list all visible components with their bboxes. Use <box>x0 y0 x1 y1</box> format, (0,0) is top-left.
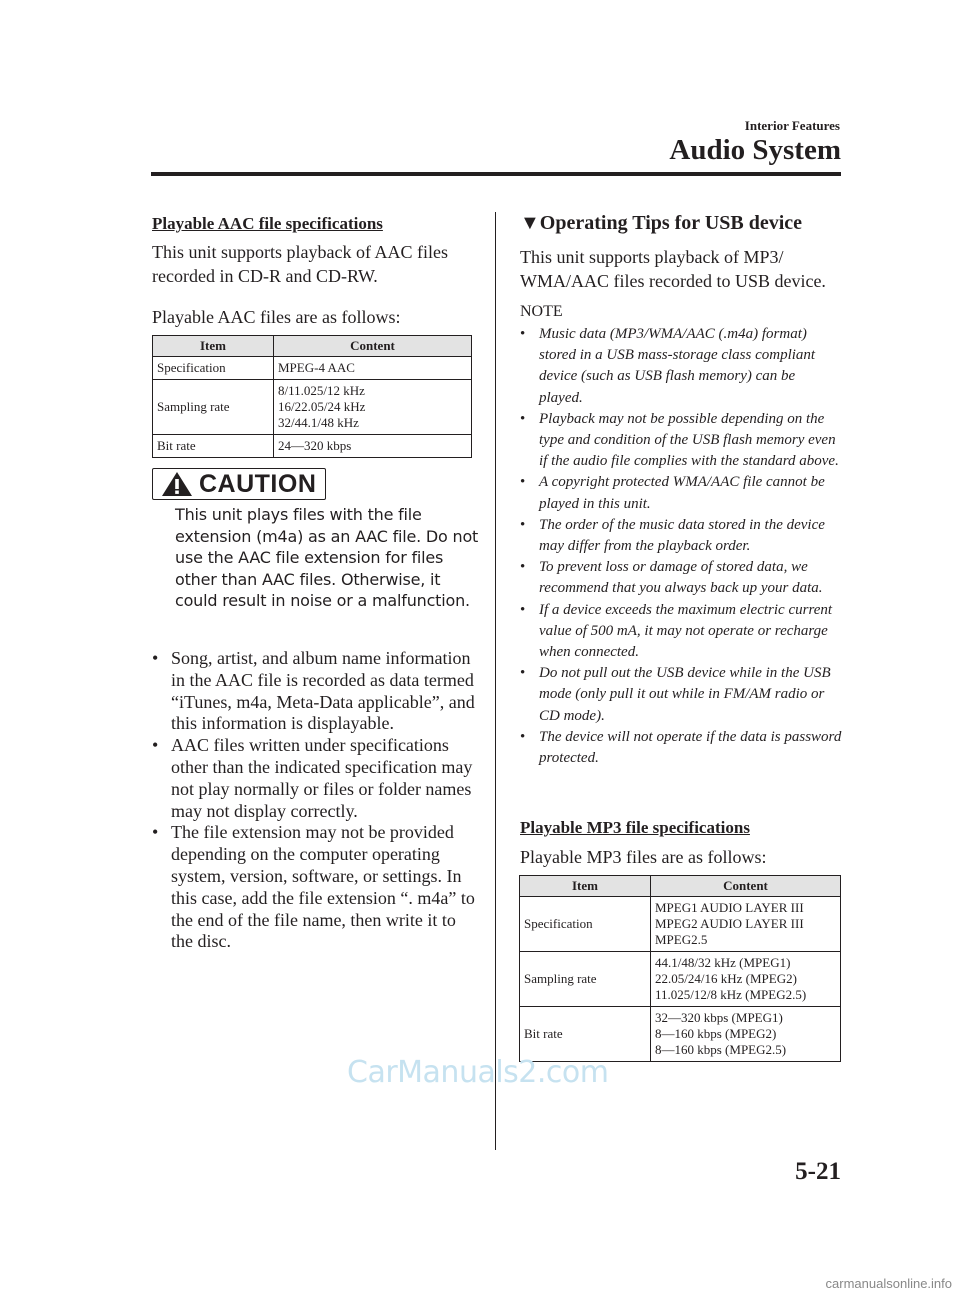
table-row <box>520 897 841 952</box>
list-item <box>520 557 842 599</box>
cell-content <box>274 380 472 435</box>
table-row <box>153 435 472 458</box>
list-item <box>520 409 842 473</box>
caution-label: CAUTION <box>199 470 317 498</box>
cell-line: MPEG2 AUDIO LAYER III <box>655 916 804 931</box>
cell-content <box>651 1007 841 1062</box>
list-item-text: Playback may not be possible depending on the type and condition of the USB flash memory even if the audio file complies with the standard above. <box>539 410 839 470</box>
column-divider <box>495 212 496 1150</box>
mp3-heading: Playable MP3 file specifications <box>520 818 750 837</box>
caution-text: This unit plays files with the file extension (m4a) as an AAC file. Do not use the AAC file extension for files other than AAC files. Otherwise, it could result in noise or a malfunction. <box>175 505 479 610</box>
cell-item: Specification <box>520 897 651 952</box>
watermark-link[interactable]: CarManuals2.com <box>347 1055 609 1090</box>
bullet-icon: • <box>520 728 526 745</box>
aac-spec-table <box>152 335 472 458</box>
cell-line: 8/11.025/12 kHz <box>278 383 365 398</box>
list-item-text: AAC files written under specifications other than the indicated specification may not play normally or files or folder names may not display correctly. <box>171 735 473 821</box>
list-item <box>520 727 842 769</box>
list-item <box>152 648 477 735</box>
caution-box <box>152 468 326 500</box>
list-item-text: Music data (MP3/WMA/AAC (.m4a) format) stored in a USB mass-storage class compliant device (such as USB flash memory) can be played. <box>539 326 816 406</box>
list-item <box>520 515 842 557</box>
aac-heading: Playable AAC file specifications <box>152 214 383 233</box>
aac-bullets <box>152 648 477 953</box>
page-title: Audio System <box>669 134 841 166</box>
list-item <box>520 600 842 664</box>
list-item <box>520 472 842 514</box>
cell-line: 44.1/48/32 kHz (MPEG1) <box>655 955 791 970</box>
cell-line: 11.025/12/8 kHz (MPEG2.5) <box>655 987 807 1002</box>
cell-content <box>651 897 841 952</box>
cell-line: 8—160 kbps (MPEG2.5) <box>655 1042 787 1057</box>
footer-link[interactable]: carmanualsonline.info <box>825 1276 952 1291</box>
usb-intro: This unit supports playback of MP3/ WMA/AAC files recorded to USB device. <box>520 247 826 291</box>
cell-content <box>274 435 472 458</box>
list-item-text: Do not pull out the USB device while in the USB mode (only pull it out while in FM/AM radio or CD mode). <box>539 665 831 724</box>
cell-content <box>274 357 472 380</box>
cell-item: Sampling rate <box>520 952 651 1007</box>
cell-line: MPEG1 AUDIO LAYER III <box>655 900 804 915</box>
list-item-text: The file extension may not be provided depending on the computer operating system, version, software, or settings. In this case, add the file extension “. m4a” to the end of the file name, then write it to the disc. <box>171 822 475 952</box>
bullet-icon: • <box>520 559 526 576</box>
bullet-icon: • <box>520 326 526 342</box>
table-row <box>520 952 841 1007</box>
usb-notes <box>520 324 842 769</box>
bullet-icon: • <box>152 735 159 756</box>
cell-line: 16/22.05/24 kHz <box>278 399 366 414</box>
cell-line: 24—320 kbps <box>278 438 352 453</box>
usb-heading <box>520 212 802 235</box>
list-item <box>152 822 477 953</box>
section-name: Interior Features <box>744 118 840 133</box>
list-item-text: If a device exceeds the maximum electric current value of 500 mA, it may not operate or recharge when connected. <box>539 601 833 661</box>
col-header-content: Content <box>274 336 472 357</box>
list-item <box>520 663 842 727</box>
cell-line: 32—320 kbps (MPEG1) <box>655 1010 783 1025</box>
cell-line: 32/44.1/48 kHz <box>278 415 359 430</box>
bullet-icon: • <box>520 516 526 533</box>
list-item-text: To prevent loss or damage of stored data, we recommend that you always back up your data. <box>539 559 823 597</box>
list-item-text: Song, artist, and album name information in the AAC file is recorded as data termed “iTunes, m4a, Meta-Data applicable”, and this information is displayable. <box>171 648 475 734</box>
triangle-down-icon: ▼ <box>520 212 540 234</box>
cell-content <box>651 952 841 1007</box>
bullet-icon: • <box>520 665 526 682</box>
cell-line: MPEG-4 AAC <box>278 360 355 375</box>
list-item-text: A copyright protected WMA/AAC file cannot be played in this unit. <box>539 474 825 512</box>
list-item-text: The device will not operate if the data is password protected. <box>539 728 842 767</box>
list-item-text: The order of the music data stored in the device may differ from the playback order. <box>539 516 825 555</box>
table-row <box>153 357 472 380</box>
cell-line: 22.05/24/16 kHz (MPEG2) <box>655 971 797 986</box>
list-item <box>152 735 477 822</box>
mp3-list-intro: Playable MP3 files are as follows: <box>520 847 767 867</box>
cell-item: Specification <box>153 357 274 380</box>
col-header-item: Item <box>153 336 274 357</box>
warning-icon <box>161 471 193 497</box>
table-row <box>520 1007 841 1062</box>
aac-list-intro: Playable AAC files are as follows: <box>152 307 401 327</box>
bullet-icon: • <box>520 410 526 427</box>
aac-intro: This unit supports playback of AAC files recorded in CD-R and CD-RW. <box>152 242 448 286</box>
cell-item: Sampling rate <box>153 380 274 435</box>
usb-heading-text: Operating Tips for USB device <box>539 212 803 234</box>
list-item <box>520 324 842 409</box>
bullet-icon: • <box>152 648 159 668</box>
note-label: NOTE <box>520 303 563 320</box>
page-number: 5-21 <box>795 1158 841 1185</box>
col-header-content: Content <box>651 876 841 897</box>
cell-item: Bit rate <box>520 1007 651 1062</box>
table-row <box>153 380 472 435</box>
cell-line: 8—160 kbps (MPEG2) <box>655 1026 777 1041</box>
bullet-icon: • <box>520 474 526 491</box>
table-header-row <box>520 876 841 897</box>
col-header-item: Item <box>520 876 651 897</box>
table-header-row <box>153 336 472 357</box>
bullet-icon: • <box>520 601 526 618</box>
bullet-icon: • <box>152 822 159 843</box>
mp3-spec-table <box>519 875 841 1062</box>
cell-line: MPEG2.5 <box>655 932 708 947</box>
header-rule <box>151 172 841 176</box>
cell-item: Bit rate <box>153 435 274 458</box>
